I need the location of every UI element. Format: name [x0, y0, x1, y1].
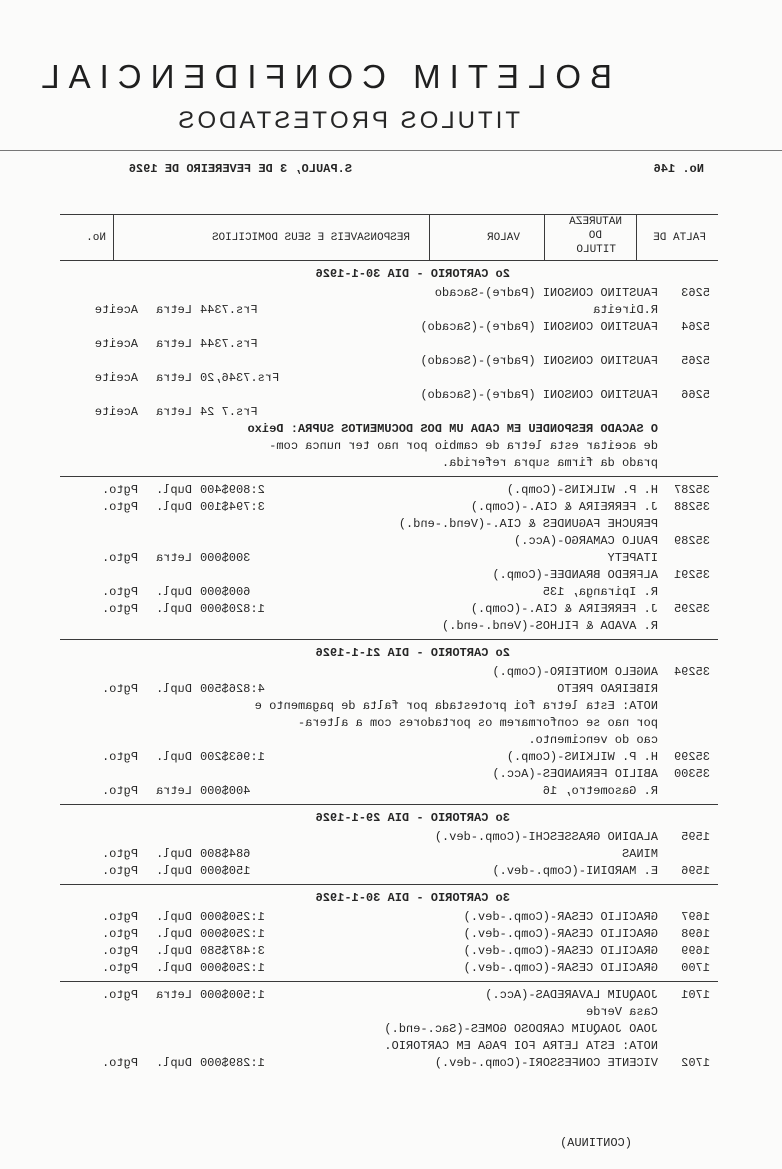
cell-falta: Pgto. — [101, 682, 138, 696]
cell-especie: Letra — [155, 405, 192, 419]
table-row — [70, 1055, 710, 1072]
cell-name: ABILIO FERNANDES-(Acc.) — [492, 767, 658, 781]
table-row — [70, 302, 710, 319]
cell-name: PAULO CAMARGO-(Acc.) — [513, 534, 658, 548]
cell-name: J. FERREIRA & CIA.-(Comp.) — [470, 602, 658, 616]
note-text: cao do vencimento. — [528, 733, 658, 747]
cell-value: Frs.7346,20 — [200, 371, 280, 385]
cell-falta: Pgto. — [101, 500, 138, 514]
cell-falta: Pgto. — [101, 910, 138, 924]
cell-especie: Letra — [155, 371, 192, 385]
cell-num: 5266 — [681, 388, 710, 402]
cell-num: 35299 — [673, 750, 710, 764]
section-rule — [60, 884, 718, 885]
section-heading-text: 3o CARTORIO - DIA 29-1-1926 — [315, 811, 510, 825]
section-heading-text: 2o CARTORIO - DIA 30-1-1926 — [315, 267, 510, 281]
note-text: O SACADO RESPONDEU EM CADA UM DOS DOCUMENTOS SUPRA: Deixo — [247, 422, 658, 436]
note-line — [70, 455, 710, 472]
cell-value: 1:820$000 — [200, 602, 265, 616]
cell-falta: Aceite — [94, 303, 138, 317]
table-row — [70, 353, 710, 370]
cell-value: 3:794$100 — [200, 500, 265, 514]
table-row — [70, 533, 710, 550]
col-divider — [429, 214, 430, 260]
cell-value: 1:250$000 — [200, 910, 265, 924]
table-row — [70, 336, 710, 353]
col-header-valor: VALOR — [486, 232, 520, 244]
col-divider — [544, 214, 545, 260]
cell-value: 1:250$000 — [200, 927, 265, 941]
col-header-num: No. — [86, 232, 106, 244]
cell-value: Frs.7 24 — [200, 405, 258, 419]
section-rule — [60, 804, 718, 805]
cell-especie: Letra — [155, 337, 192, 351]
table-row — [70, 618, 710, 635]
cell-name: GRACILIO CESAR-(Comp.-dev.) — [463, 927, 658, 941]
cell-num: 35289 — [673, 534, 710, 548]
cell-num: 1702 — [681, 1056, 710, 1070]
cell-name: R. AVADA & FILHOS-(Vend.-end.) — [441, 619, 658, 633]
cell-num: 35294 — [673, 665, 710, 679]
section-heading — [70, 810, 710, 827]
bulletin-date: S.PAULO, 3 DE FEVEREIRO DE 1926 — [128, 162, 352, 176]
section-rule — [60, 476, 718, 477]
cell-falta: Pgto. — [101, 847, 138, 861]
cell-name: H. P. WILKINS-(Comp.) — [506, 750, 658, 764]
cell-especie: Dupl. — [155, 1056, 192, 1070]
cell-value: 3:487$580 — [200, 944, 265, 958]
cell-num: 1699 — [681, 944, 710, 958]
table-row — [70, 766, 710, 783]
table-row — [70, 387, 710, 404]
cell-name: FAUSTINO CONSONI (Padre)-(Sacado) — [420, 354, 658, 368]
note-line — [70, 715, 710, 732]
cell-value: 300$000 — [200, 551, 251, 565]
note-text: NOTA: ESTA LETRA FOI PAGA EM CARTORIO. — [384, 1039, 658, 1053]
cell-num: 5265 — [681, 354, 710, 368]
cell-value: 1:250$000 — [200, 961, 265, 975]
note-line — [70, 438, 710, 455]
cell-name: Casa Verde — [585, 1005, 658, 1019]
cell-especie: Dupl. — [155, 961, 192, 975]
col-divider — [113, 214, 114, 260]
table-row — [70, 601, 710, 618]
section-heading-text: 2o CARTORIO - DIA 21-1-1926 — [315, 646, 510, 660]
cell-falta: Pgto. — [101, 602, 138, 616]
cell-especie: Dupl. — [155, 944, 192, 958]
cell-name: GRACILIO CESAR-(Comp.-dev.) — [463, 944, 658, 958]
cell-name: E. MARDINI-(Comp.-dev.) — [492, 864, 658, 878]
cell-name: J. FERREIRA & CIA.-(Comp.) — [470, 500, 658, 514]
cell-num: 35291 — [673, 568, 710, 582]
cell-name: FAUSTINO CONSONI (Padre)-Sacado — [434, 286, 658, 300]
cell-value: Frs.7344 — [200, 303, 258, 317]
cell-falta: Pgto. — [101, 784, 138, 798]
cell-falta: Aceite — [94, 371, 138, 385]
cell-especie: Dupl. — [155, 750, 192, 764]
cell-name: R.Direita — [593, 303, 658, 317]
cell-name: GRACILIO CESAR-(Comp.-dev.) — [463, 961, 658, 975]
cell-num: 35287 — [673, 483, 710, 497]
note-line — [70, 732, 710, 749]
note-line — [70, 698, 710, 715]
cell-num: 1595 — [681, 830, 710, 844]
cell-falta: Pgto. — [101, 551, 138, 565]
cell-num: 5264 — [681, 320, 710, 334]
margin-note — [4, 230, 18, 1030]
note-line — [70, 1038, 710, 1055]
table-row — [70, 960, 710, 977]
table-row — [70, 404, 710, 421]
cell-value: 684$800 — [200, 847, 251, 861]
cell-num: 35300 — [673, 767, 710, 781]
document-subtitle: TITULOS PROTESTADOS — [175, 107, 520, 134]
table-row — [70, 567, 710, 584]
table-row — [70, 846, 710, 863]
cell-falta: Pgto. — [101, 864, 138, 878]
cell-name: MINAS — [621, 847, 658, 861]
section-heading — [70, 266, 710, 283]
table-row — [70, 584, 710, 601]
section-heading-text: 3o CARTORIO - DIA 30-1-1926 — [315, 891, 510, 905]
note-text: por nao se conformarem os portadores com a altera- — [297, 716, 658, 730]
stamp-mark — [704, 50, 774, 140]
cell-value: Frs.7344 — [200, 337, 258, 351]
section-heading — [70, 645, 710, 662]
document-title: BOLETIM CONFIDENCIAL — [32, 58, 612, 95]
cell-falta: Aceite — [94, 337, 138, 351]
table-row — [70, 1021, 710, 1038]
cell-num: 1596 — [681, 864, 710, 878]
table-header-rule — [60, 260, 718, 261]
cell-especie: Letra — [155, 988, 192, 1002]
table-top-rule — [60, 214, 718, 215]
cell-name: ANGELO MONTEIRO-(Comp.) — [492, 665, 658, 679]
note-text: de aceitar esta letra de cambio por nao ter nunca com- — [269, 439, 658, 453]
cell-value: 4:826$500 — [200, 682, 265, 696]
cell-falta: Pgto. — [101, 961, 138, 975]
col-header-natureza-titulo: TITULO — [576, 244, 616, 256]
cell-value: 600$000 — [200, 585, 251, 599]
cell-name: FAUSTINO CONSONI (Padre)-(Sacado) — [420, 320, 658, 334]
col-header-falta: FALTA DE — [653, 232, 706, 244]
table-row — [70, 482, 710, 499]
cell-falta: Pgto. — [101, 585, 138, 599]
cell-especie: Dupl. — [155, 682, 192, 696]
cell-num: 1701 — [681, 988, 710, 1002]
cell-num: 5263 — [681, 286, 710, 300]
cell-value: 1:289$000 — [200, 1056, 265, 1070]
col-header-responsaveis: RESPONSAVEIS E SEUS DOMICILIOS — [211, 232, 410, 244]
cell-name: ALFREDO BRANDEE-(Comp.) — [492, 568, 658, 582]
cell-name: JOAQUIM LAVAREDAS-(Acc.) — [485, 988, 658, 1002]
col-header-natureza-do: DO — [588, 230, 602, 242]
table-row — [70, 285, 710, 302]
cell-falta: Pgto. — [101, 1056, 138, 1070]
table-row — [70, 1004, 710, 1021]
cell-name: JOAO JOAQUIM CARDOSO GOMES-(Sac.-end.) — [384, 1022, 658, 1036]
col-header-natureza: NATUREZA — [569, 216, 622, 228]
cell-value: 400$000 — [200, 784, 251, 798]
divider — [0, 150, 782, 151]
cell-name: R. Ipiranga, 135 — [542, 585, 658, 599]
continua-label: (CONTINUA) — [559, 1136, 632, 1150]
cell-name: PERUCHE FAGUNDES & CIA.-(Vend.-end.) — [398, 517, 658, 531]
cell-falta: Pgto. — [101, 927, 138, 941]
section-rule — [60, 981, 718, 982]
cell-especie: Letra — [155, 303, 192, 317]
cell-falta: Aceite — [94, 405, 138, 419]
cell-especie: Dupl. — [155, 585, 192, 599]
cell-num: 1698 — [681, 927, 710, 941]
table-row — [70, 664, 710, 681]
bulletin-number: No. 146 — [653, 162, 704, 176]
cell-especie: Dupl. — [155, 910, 192, 924]
cell-falta: Pgto. — [101, 944, 138, 958]
cell-num: 1697 — [681, 910, 710, 924]
note-line — [70, 421, 710, 438]
section-rule — [60, 639, 718, 640]
cell-name: VICENTE CONFESSORI-(Comp.-dev.) — [434, 1056, 658, 1070]
cell-num: 35295 — [673, 602, 710, 616]
cell-name: ITAPETY — [607, 551, 658, 565]
cell-especie: Letra — [155, 551, 192, 565]
cell-falta: Pgto. — [101, 988, 138, 1002]
table-row — [70, 783, 710, 800]
table-row — [70, 370, 710, 387]
cell-especie: Dupl. — [155, 500, 192, 514]
cell-especie: Dupl. — [155, 864, 192, 878]
cell-value: 150$000 — [200, 864, 251, 878]
cell-name: R. Gasometro, 16 — [542, 784, 658, 798]
cell-value: 1:500$000 — [200, 988, 265, 1002]
cell-especie: Letra — [155, 784, 192, 798]
cell-especie: Dupl. — [155, 927, 192, 941]
table-row — [70, 829, 710, 846]
cell-num: 35288 — [673, 500, 710, 514]
cell-name: H. P. WILKINS-(Comp.) — [506, 483, 658, 497]
cell-especie: Dupl. — [155, 602, 192, 616]
table-row — [70, 909, 710, 926]
table-row — [70, 499, 710, 516]
cell-falta: Pgto. — [101, 483, 138, 497]
table-row — [70, 681, 710, 698]
col-divider — [636, 214, 637, 260]
table-row — [70, 987, 710, 1004]
table-row — [70, 943, 710, 960]
cell-name: ALADINO GRASSESCHI-(Comp.-dev.) — [434, 830, 658, 844]
cell-falta: Pgto. — [101, 750, 138, 764]
cell-name: RIBEIRAO PRETO — [557, 682, 658, 696]
table-row — [70, 749, 710, 766]
table-row — [70, 863, 710, 880]
table-row — [70, 550, 710, 567]
cell-especie: Dupl. — [155, 847, 192, 861]
note-text: prado da firma supra referida. — [441, 456, 658, 470]
cell-name: FAUSTINO CONSONI (Padre)-(Sacado) — [420, 388, 658, 402]
cell-num: 1700 — [681, 961, 710, 975]
table-row — [70, 319, 710, 336]
cell-value: 2:809$400 — [200, 483, 265, 497]
cell-name: GRACILIO CESAR-(Comp.-dev.) — [463, 910, 658, 924]
section-heading — [70, 890, 710, 907]
cell-value: 1:963$200 — [200, 750, 265, 764]
table-row — [70, 926, 710, 943]
cell-especie: Dupl. — [155, 483, 192, 497]
note-text: NOTA: Esta letra foi protestada por falta de pagamento e — [254, 699, 658, 713]
table-row — [70, 516, 710, 533]
